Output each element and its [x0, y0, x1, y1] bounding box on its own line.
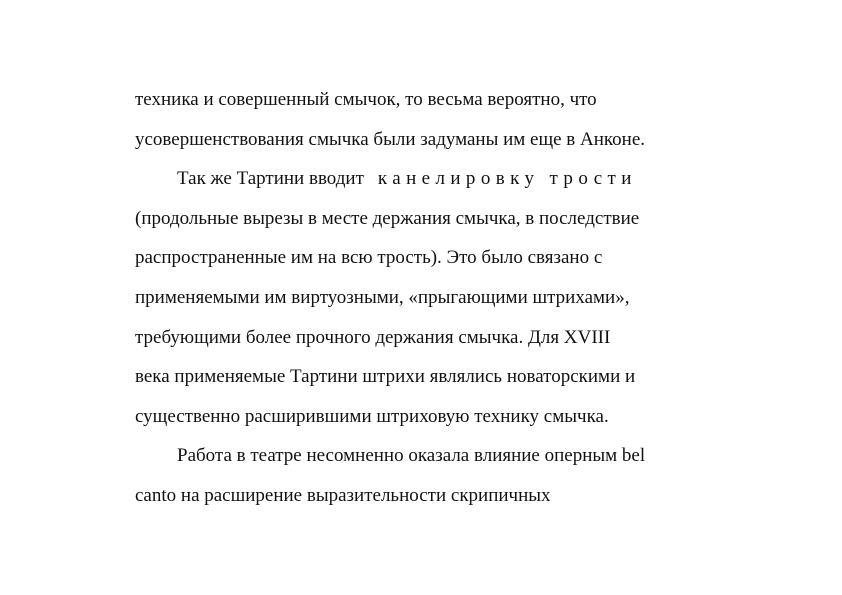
text-line: (продольные вырезы в месте держания смычка, в последствие — [135, 207, 640, 229]
text-fragment: Так же Тартини вводит — [177, 168, 364, 190]
text-line: применяемыми им виртуозными, «прыгающими штрихами», — [135, 286, 630, 308]
paragraph-start-line — [135, 163, 735, 203]
text-line: распространенные им на всю трость). Это было связано с — [135, 247, 603, 269]
text-line: века применяемые Тартини штрихи являлись новаторскими и — [135, 366, 636, 388]
paragraph-start-line: Работа в театре несомненно оказала влияние оперным bel — [177, 445, 646, 467]
text-line: существенно расширившими штриховую технику смычка. — [135, 405, 609, 427]
text-line: техника и совершенный смычок, то весьма вероятно, что — [135, 89, 597, 110]
emphasized-term: канелировку трости — [377, 168, 637, 190]
text-line: canto на расширение выразительности скрипичных — [135, 484, 551, 506]
document-text — [135, 84, 735, 520]
text-line: требующими более прочного держания смычка. Для XVIII — [135, 326, 611, 348]
text-line: усовершенствования смычка были задуманы им еще в Анконе. — [135, 128, 646, 150]
